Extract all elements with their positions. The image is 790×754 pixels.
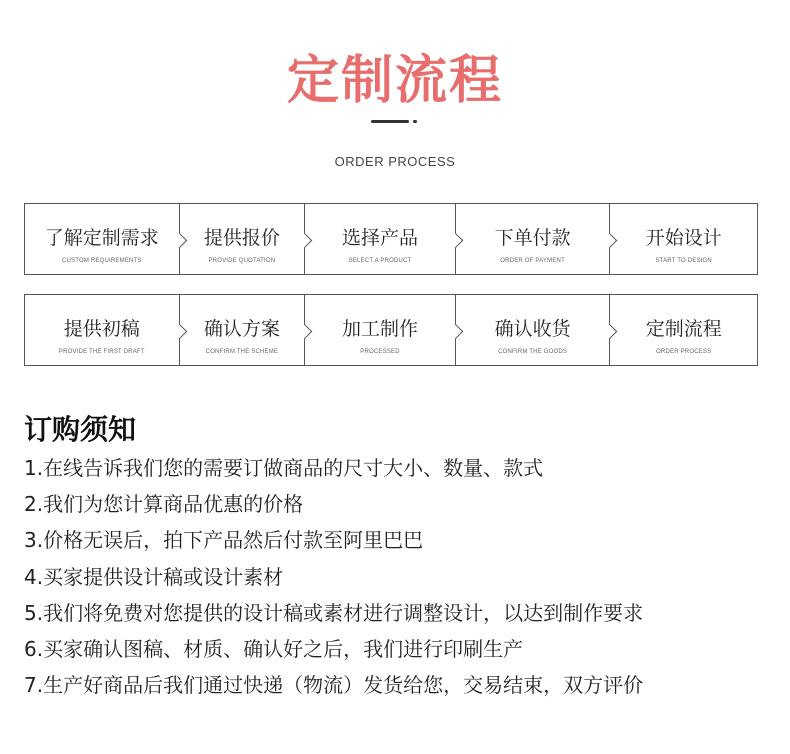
step-title: 开始设计 [645, 227, 722, 249]
process-row-1 [24, 203, 758, 275]
page-title: 定制流程 [286, 51, 503, 111]
step-subtitle: PROVIDE THE FIRST DRAFT [58, 349, 145, 355]
step-subtitle: PROCESSED [360, 349, 400, 355]
notice-item: 5.我们将免费对您提供的设计稿或素材进行调整设计，以达到制作要求 [24, 600, 644, 625]
process-step [610, 204, 757, 274]
process-step [305, 204, 456, 274]
notice-list [24, 450, 643, 703]
process-step [610, 295, 757, 365]
step-subtitle: ORDER PROCESS [656, 349, 712, 355]
title-divider [371, 120, 409, 123]
page-subtitle: ORDER PROCESS [334, 154, 456, 169]
notice-item: 6.买家确认图稿、材质、确认好之后，我们进行印刷生产 [24, 636, 524, 661]
step-subtitle: CONFIRM THE SCHEME [205, 349, 279, 355]
notice-title: 订购须知 [24, 413, 137, 446]
step-title: 下单付款 [494, 227, 571, 249]
step-title: 确认方案 [203, 318, 280, 340]
process-step [305, 295, 456, 365]
notice-item: 1.在线告诉我们您的需要订做商品的尺寸大小、数量、款式 [24, 456, 544, 480]
step-subtitle: PROVIDE QUOTATION [208, 258, 276, 264]
step-title: 提供初稿 [63, 318, 140, 340]
step-title: 了解定制需求 [44, 227, 159, 249]
notice-item: 7.生产好商品后我们通过快递（物流）发货给您，交易结束，双方评价 [24, 673, 644, 698]
process-step [25, 295, 180, 365]
process-step [456, 295, 611, 365]
process-row-2 [24, 294, 758, 366]
step-title: 提供报价 [203, 227, 280, 249]
step-title: 确认收货 [494, 318, 571, 340]
notice-item: 2.我们为您计算商品优惠的价格 [24, 492, 304, 517]
step-subtitle: CUSTOM REQUIREMENTS [61, 258, 142, 264]
notice-item: 3.价格无误后，拍下产品然后付款至阿里巴巴 [24, 528, 424, 553]
step-subtitle: START TO DESIGN [655, 258, 712, 264]
step-title: 定制流程 [645, 318, 722, 340]
title-divider-dot [413, 120, 417, 123]
step-title: 选择产品 [342, 227, 419, 249]
process-step [25, 204, 180, 274]
process-step [180, 295, 306, 365]
step-subtitle: ORDER OF PAYMENT [500, 258, 565, 264]
step-title: 加工制作 [342, 318, 419, 340]
process-step [180, 204, 306, 274]
step-subtitle: SELECT A PRODUCT [348, 258, 412, 264]
process-step [456, 204, 611, 274]
notice-item: 4.买家提供设计稿或设计素材 [24, 564, 284, 589]
step-subtitle: CONFIRM THE GOODS [498, 349, 568, 355]
